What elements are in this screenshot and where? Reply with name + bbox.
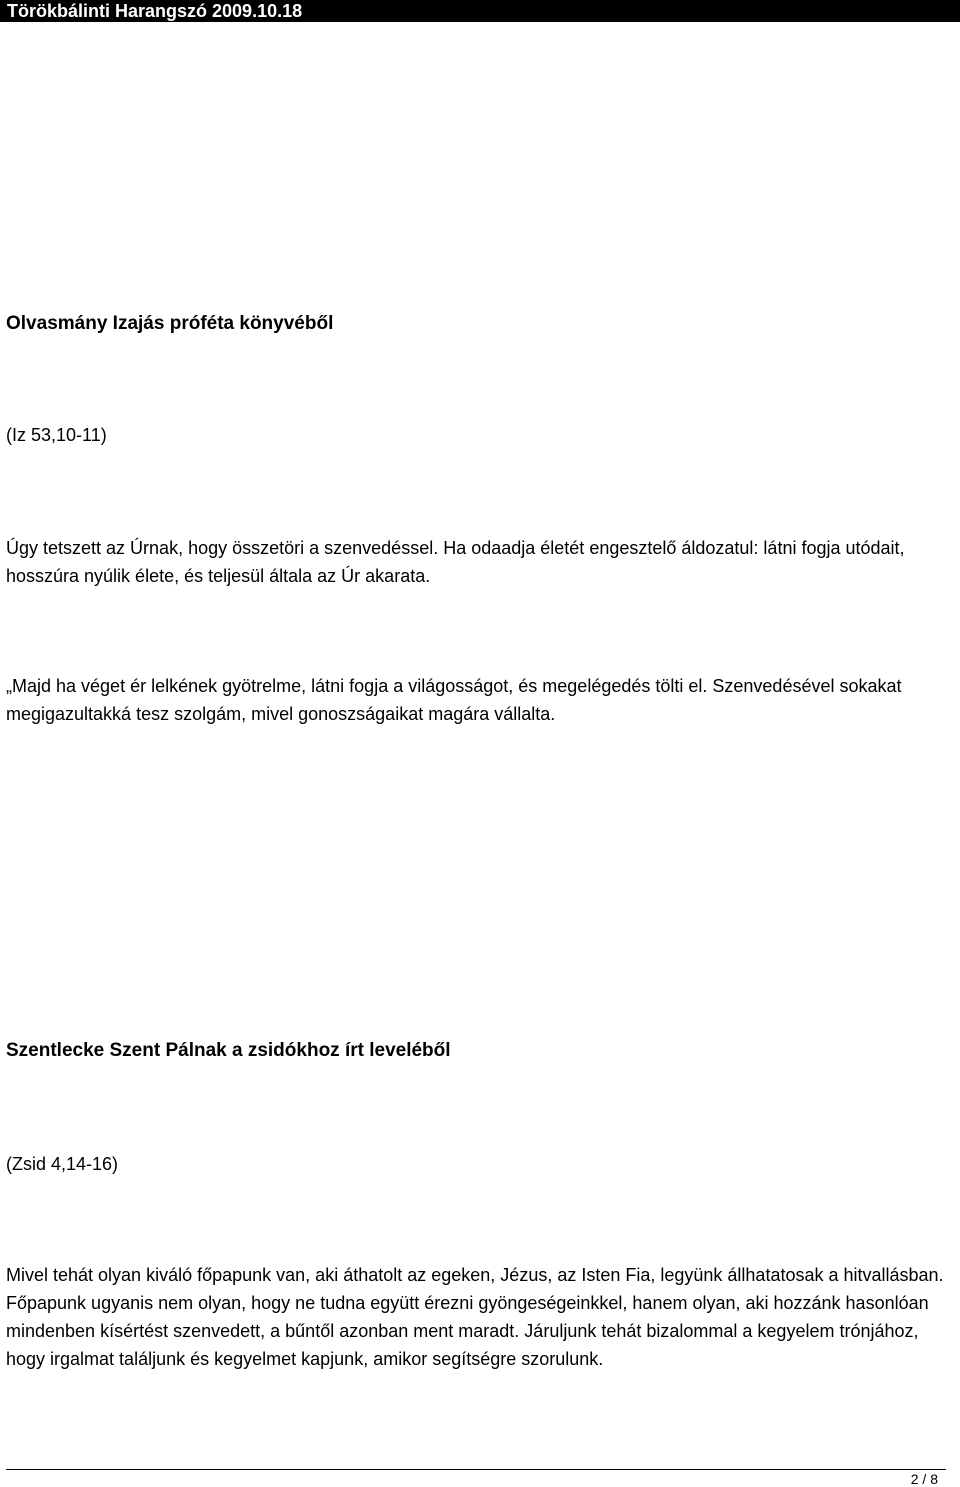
document-title: Törökbálinti Harangszó 2009.10.18 (7, 1, 303, 21)
reading1-heading: Olvasmány Izajás próféta könyvéből (6, 313, 334, 334)
page-number: 2 / 8 (910, 1471, 938, 1487)
reading1-paragraph-1: Úgy tetszett az Úrnak, hogy összetöri a szenvedéssel. Ha odaadja életét engesztelő áldozatul: látni fogja utódait, hosszúra nyúlik élete, és teljesül általa az Úr akarata. (6, 538, 905, 586)
reading1-paragraph-2: „Majd ha véget ér lelkének gyötrelme, látni fogja a világosságot, és megelégedés tölti el. Szenvedésével sokakat megigazultakká tesz szolgám, mivel gonoszságaikat magára vállalta. (6, 676, 902, 724)
header-bar (0, 0, 960, 22)
reading2-heading: Szentlecke Szent Pálnak a zsidókhoz írt leveléből (6, 1040, 451, 1061)
footer-divider (6, 1469, 946, 1470)
reading2-paragraph-1: Mivel tehát olyan kiváló főpapunk van, aki áthatolt az egeken, Jézus, az Isten Fia, legyünk állhatatosak a hitvallásban. Főpapunk ugyanis nem olyan, hogy ne tudna együtt érezni gyöngeségeinkkel, hanem olyan, aki hozzánk hasonlóan mindenben kísértést szenvedett, a bűntől azonban ment maradt. Járuljunk tehát bizalommal a kegyelem trónjához, hogy irgalmat találjunk és kegyelmet kapjunk, amikor segítségre szorulunk. (6, 1265, 944, 1369)
reading1-reference: (Iz 53,10-11) (6, 425, 107, 445)
reading2-reference: (Zsid 4,14-16) (6, 1154, 119, 1174)
